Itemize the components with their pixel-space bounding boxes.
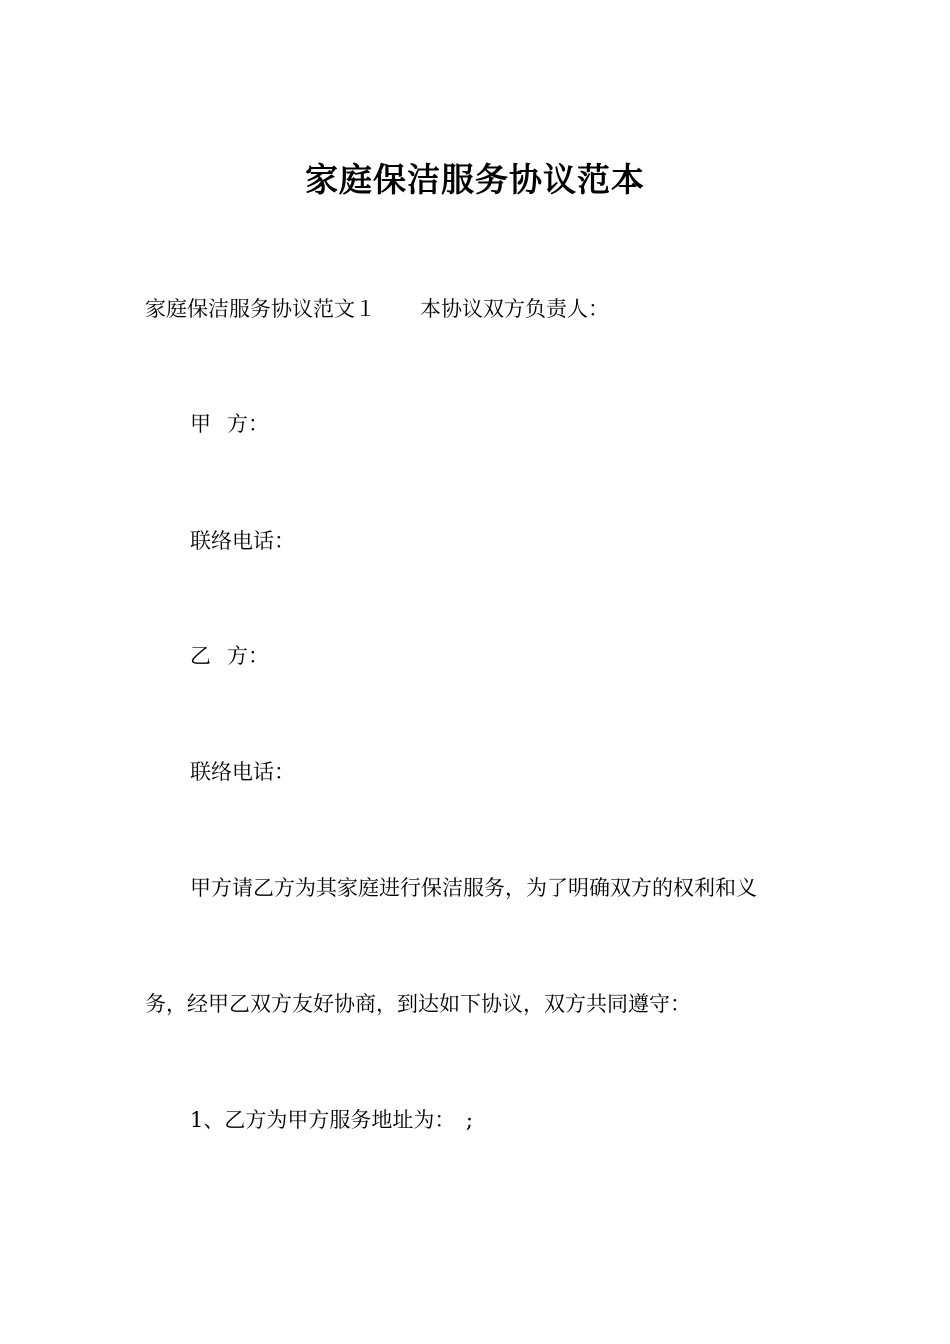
intro-line — [145, 294, 609, 324]
party-b-label-1: 乙 — [190, 644, 211, 668]
party-b-label-2: 方： — [227, 644, 269, 668]
intro-text: 本协议双方负责人： — [420, 297, 609, 321]
party-a-label-1: 甲 — [190, 412, 211, 436]
paragraph-1-line-1: 甲方请乙方为其家庭进行保洁服务，为了明确双方的权利和义 — [190, 876, 757, 900]
intro-heading: 家庭保洁服务协议范文１ — [145, 297, 376, 321]
party-b-phone-line: 联络电话： — [190, 760, 295, 784]
document-title: 家庭保洁服务协议范本 — [305, 160, 645, 199]
party-a-line — [190, 409, 269, 439]
paragraph-1-line-2: 务，经甲乙双方友好协商，到达如下协议，双方共同遵守： — [145, 992, 691, 1016]
party-a-phone-line: 联络电话： — [190, 529, 295, 553]
party-b-line — [190, 641, 269, 671]
clause-1: 1、乙方为甲方服务地址为： ; — [190, 1108, 473, 1132]
party-a-label-2: 方： — [227, 412, 269, 436]
